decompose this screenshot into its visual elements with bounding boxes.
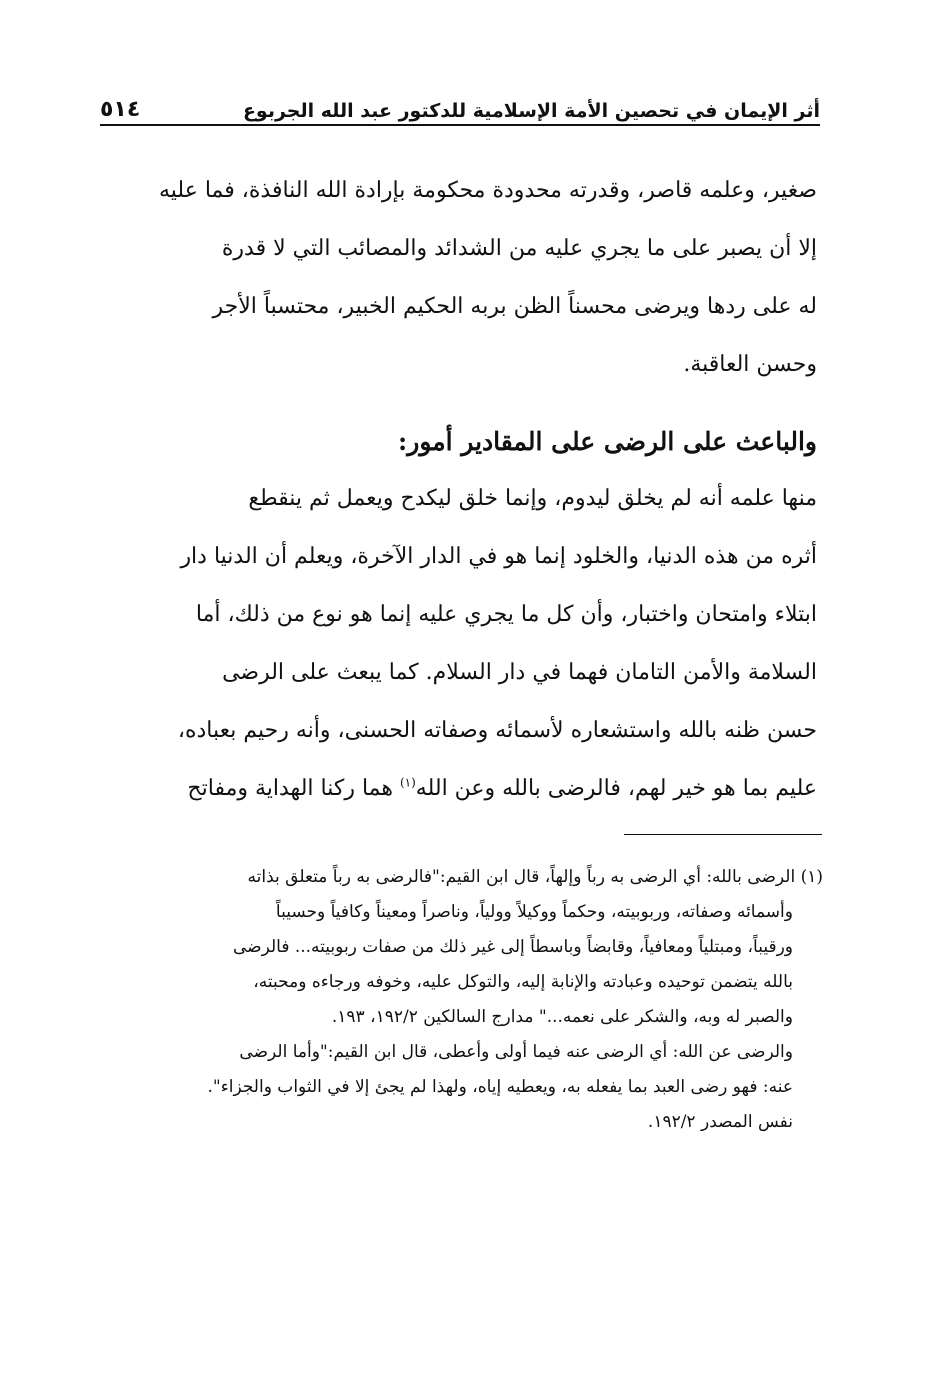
paragraph-2-line: أثره من هذه الدنيا، والخلود إنما هو في الدار الآخرة، ويعلم أن الدنيا دار — [180, 544, 817, 569]
footnote-reference[interactable]: (١) — [399, 775, 416, 790]
page-number: ٥١٤ — [100, 97, 141, 122]
footnote-line: والرضى عن الله: أي الرضى عنه فيما أولى وأعطى، قال ابن القيم:"وأما الرضى — [239, 1042, 793, 1062]
paragraph-1-line: وحسن العاقبة. — [683, 352, 817, 377]
footnote-line: (١) الرضى بالله: أي الرضى به رباً وإلهاً، قال ابن القيم:"فالرضى به رباً متعلق بذاته — [247, 867, 823, 887]
footnote-line: ورقيباً، ومبتلياً ومعافياً، وقابضاً وباسطاً إلى غير ذلك من صفات ربوبيته... فالرضى — [232, 937, 793, 957]
paragraph-2 — [103, 470, 817, 818]
footnote-line: والصبر له وبه، والشكر على نعمه..." مدارج السالكين ١٩٢/٢، ١٩٣. — [331, 1007, 793, 1027]
paragraph-1-line: صغير، وعلمه قاصر، وقدرته محدودة محكومة بإرادة الله النافذة، فما عليه — [159, 178, 817, 203]
paragraph-2-line — [103, 760, 817, 818]
paragraph-2-line: منها علمه أنه لم يخلق ليدوم، وإنما خلق ليكدح ويعمل ثم ينقطع — [248, 486, 817, 511]
footnotes — [103, 860, 823, 1140]
footnote-line: بالله يتضمن توحيده وعبادته والإنابة إليه، والتوكل عليه، وخوفه ورجاءه ومحبته، — [253, 972, 793, 992]
running-header-title: أثر الإيمان في تحصين الأمة الإسلامية للدكتور عبد الله الجربوع — [242, 100, 820, 122]
footnote-line: عنه: فهو رضى العبد بما يفعله به، ويعطيه إياه، ولهذا لم يجئ إلا في الثواب والجزاء". — [207, 1077, 793, 1097]
footnote-separator — [624, 834, 822, 835]
paragraph-2-line: السلامة والأمن التامان فهما في دار السلام. كما يبعث على الرضى — [222, 660, 817, 685]
paragraph-1-line: إلا أن يصبر على ما يجري عليه من الشدائد والمصائب التي لا قدرة — [221, 236, 817, 261]
paragraph-2-text: هما ركنا الهداية ومفاتح — [187, 776, 400, 801]
running-header — [100, 82, 820, 122]
paragraph-2-line: حسن ظنه بالله واستشعاره لأسمائه وصفاته الحسنى، وأنه رحيم بعباده، — [177, 718, 817, 743]
footnote-1 — [103, 860, 823, 1035]
footnote-1-continued — [103, 1035, 823, 1140]
paragraph-1 — [103, 162, 817, 394]
paragraph-2-text: عليم بما هو خير لهم، فالرضى بالله وعن الله — [415, 776, 817, 801]
header-rule — [100, 124, 820, 126]
section-heading: والباعث على الرضى على المقادير أمور: — [398, 427, 817, 456]
paragraph-1-line: له على ردها ويرضى محسناً الظن بربه الحكيم الخبير، محتسباً الأجر — [212, 294, 817, 319]
footnote-line: نفس المصدر ١٩٢/٢. — [647, 1112, 793, 1132]
paragraph-2-line: ابتلاء وامتحان واختبار، وأن كل ما يجري عليه إنما هو نوع من ذلك، أما — [195, 602, 817, 627]
footnote-line: وأسمائه وصفاته، وربوبيته، وحكماً ووكيلاً وولياً، وناصراً ومعيناً وكافياً وحسيباً — [275, 902, 793, 922]
